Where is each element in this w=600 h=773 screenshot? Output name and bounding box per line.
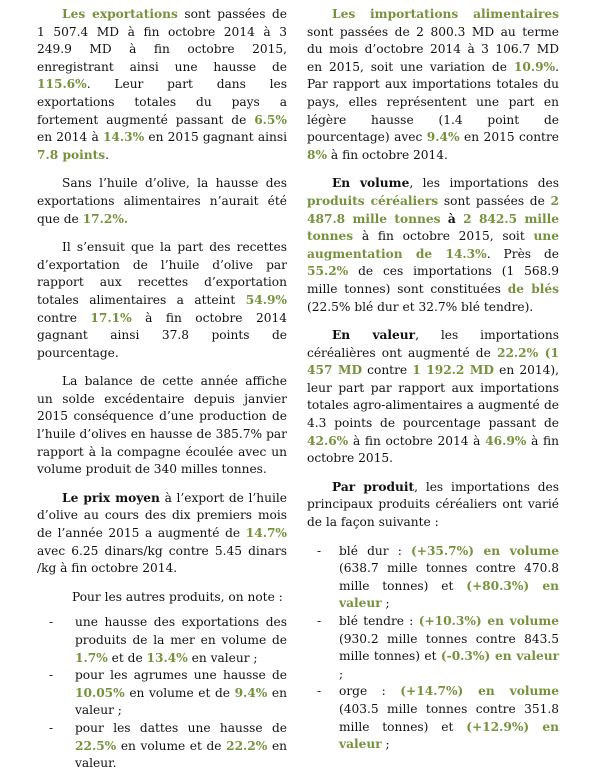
highlight: (+80.3%) en valeur [339, 578, 559, 611]
highlight: 22.2% [226, 738, 268, 753]
text: en volume et de [124, 685, 235, 700]
list-item [37, 720, 287, 773]
highlight: (+14.7%) en volume [400, 684, 559, 699]
text: en 2014), leur part par rapport aux importations totales agro-alimentaires a augmenté de 4.3 points de pourcentage passant de [307, 363, 559, 431]
dash-bullet: - [49, 720, 54, 735]
dash-bullet: - [317, 543, 322, 558]
text: en 2014 à [37, 130, 103, 145]
text: Il s’ensuit que la part des recettes d’exportation de l’huile d’olive par rapport aux recettes d’exportation totales alimentaires a atteint [37, 240, 287, 307]
highlight: 42.6% [307, 433, 349, 448]
text: . Par rapport aux importations totales du pays, elles représentent une part en légère hausse (1.4 point de pourcentage) avec [307, 59, 559, 145]
other-products-intro: Pour les autres produits, on note : [72, 589, 283, 604]
text: en 2015 contre [459, 130, 559, 145]
highlight: 9.4% [426, 130, 460, 145]
text: contre [37, 310, 91, 325]
bold-lead: En volume [332, 176, 410, 191]
text: en valeur. [75, 738, 288, 771]
text: à fin octobre 2014 gagnant ainsi 37.8 points de pourcentage. [37, 310, 287, 360]
bold-lead: En valeur [332, 328, 416, 343]
text: pour les agrumes une hausse de [75, 668, 287, 683]
text: à l’export de l’huile d’olive au cours des dix premiers mois de l’année 2015 a augmenté de [37, 490, 287, 541]
text: (22.5% blé dur et 32.7% blé tendre). [307, 299, 534, 314]
text: , les importations des principaux produits céréaliers ont varié de la façon suivante : [307, 479, 559, 530]
highlight: de blés [507, 281, 559, 296]
highlight: 2 842.5 mille tonnes [307, 211, 559, 244]
cereal-products-list [307, 543, 559, 754]
text: , les importations des [409, 176, 560, 191]
text: Sans l’huile d’olive, la hausse des exportations alimentaires n’aurait été que de [37, 176, 287, 226]
text: en valeur ; [75, 685, 287, 718]
highlight: (+10.3%) en volume [418, 614, 559, 628]
text: à fin octobre 2014. [327, 147, 448, 162]
text: et de [107, 650, 147, 665]
text: avec 6.25 dinars/kg contre 5.45 dinars /kg à fin octobre 2014. [37, 543, 287, 576]
text: à [440, 211, 464, 226]
highlight: 13.4% [146, 650, 188, 665]
text: en 2015 gagnant ainsi [144, 130, 287, 145]
highlight: une augmentation de 14.3% [307, 229, 559, 261]
text: (930.2 mille tonnes contre 843.5 mille tonnes) et [339, 631, 559, 664]
text: (638.7 mille tonnes contre 470.8 mille tonnes) et [339, 561, 559, 593]
without-olive-oil-paragraph [37, 175, 287, 228]
text: en volume et de [116, 738, 227, 753]
volume-paragraph [307, 175, 559, 316]
text: ; [381, 596, 390, 611]
highlight: 9.4% [234, 685, 268, 700]
text: pour les dattes une hausse de [75, 720, 287, 735]
text: . Près de [486, 246, 559, 261]
text: ; [339, 666, 344, 681]
text: à fin octobre 2015. [307, 433, 559, 466]
text: sont passées de [438, 193, 551, 208]
text: (403.5 mille tonnes contre 351.8 mille tonnes) et [339, 701, 559, 734]
right-column [307, 6, 559, 754]
highlight: 14.3% [102, 130, 145, 145]
highlight: 17.2%. [82, 211, 129, 226]
text: sont passées de 1 507.4 MD à fin octobre 2014 à 3 249.9 MD à fin octobre 2015, enregistrant ainsi une hausse de [37, 7, 287, 74]
text: . Leur part dans les exportations totales du pays a fortement augmenté passant de [37, 77, 287, 127]
value-paragraph [307, 327, 559, 468]
food-imports-paragraph [307, 6, 559, 164]
average-price-paragraph [37, 490, 287, 578]
highlight: Les exportations [62, 7, 178, 21]
highlight: 8% [307, 147, 328, 162]
highlight: (-0.3%) en valeur [440, 649, 560, 664]
by-product-paragraph [307, 479, 559, 532]
dash-bullet: - [317, 684, 322, 699]
highlight: 54.9% [245, 292, 287, 307]
highlight: (+12.9%) en valeur [339, 719, 559, 752]
highlight: (+35.7%) en volume [410, 543, 559, 558]
highlight: 1 192.2 MD [412, 363, 494, 378]
text: une hausse des exportations des produits de la mer en volume de [75, 615, 287, 647]
exports-paragraph [37, 6, 287, 164]
list-item [307, 543, 559, 613]
highlight: 55.2% [307, 264, 349, 279]
highlight: 22.2% (1 457 MD [307, 345, 559, 378]
list-item [37, 667, 287, 720]
text: blé tendre : [339, 614, 419, 628]
highlight: Les importations alimentaires [332, 7, 559, 21]
other-products-list [37, 614, 287, 772]
list-item [307, 683, 559, 753]
text: sont passées de 2 800.3 MD au terme du mois d’octobre 2014 à 3 106.7 MD en 2015, soit une variation de [307, 24, 559, 74]
text: de ces importations (1 568.9 mille tonnes) sont constituées [307, 264, 559, 296]
bold-lead: Le prix moyen [62, 490, 160, 505]
olive-oil-share-paragraph [37, 239, 287, 362]
highlight: 2 487.8 mille tonnes [307, 193, 559, 226]
text: contre [362, 363, 413, 378]
bold-lead: Par produit [332, 479, 415, 494]
dash-bullet: - [49, 615, 54, 630]
text: en valeur ; [187, 650, 258, 665]
highlight: 22.5% [75, 738, 117, 753]
highlight: 10.05% [75, 685, 125, 700]
text: à fin octobre 2014 à [348, 433, 486, 448]
text: à fin octobre 2015, soit [353, 229, 534, 244]
list-item [307, 613, 559, 683]
text: ; [381, 737, 390, 752]
highlight: produits céréaliers [307, 193, 439, 208]
left-column [37, 6, 287, 773]
text: orge : [339, 684, 401, 699]
text: , les importations céréalières ont augmenté de [307, 328, 559, 360]
text: . [105, 147, 109, 162]
highlight: 1.7% [75, 650, 108, 665]
dash-bullet: - [317, 614, 322, 628]
list-item [37, 614, 287, 667]
highlight: 14.7% [245, 526, 287, 541]
highlight: 6.5% [254, 112, 287, 127]
highlight: 17.1% [90, 310, 132, 325]
balance-paragraph: La balance de cette année affiche un solde excédentaire depuis janvier 2015 conséquence d’une production de l’huile d’olives en hausse de 385.7% par rapport à la compagne écoulée avec un volume produit de 340 milles tonnes. [37, 374, 287, 477]
highlight: 7.8 points [37, 147, 106, 162]
highlight: 115.6% [37, 77, 87, 92]
highlight: 46.9% [485, 433, 527, 448]
highlight: 10.9% [513, 59, 556, 74]
dash-bullet: - [49, 668, 54, 683]
text: blé dur : [339, 543, 411, 558]
